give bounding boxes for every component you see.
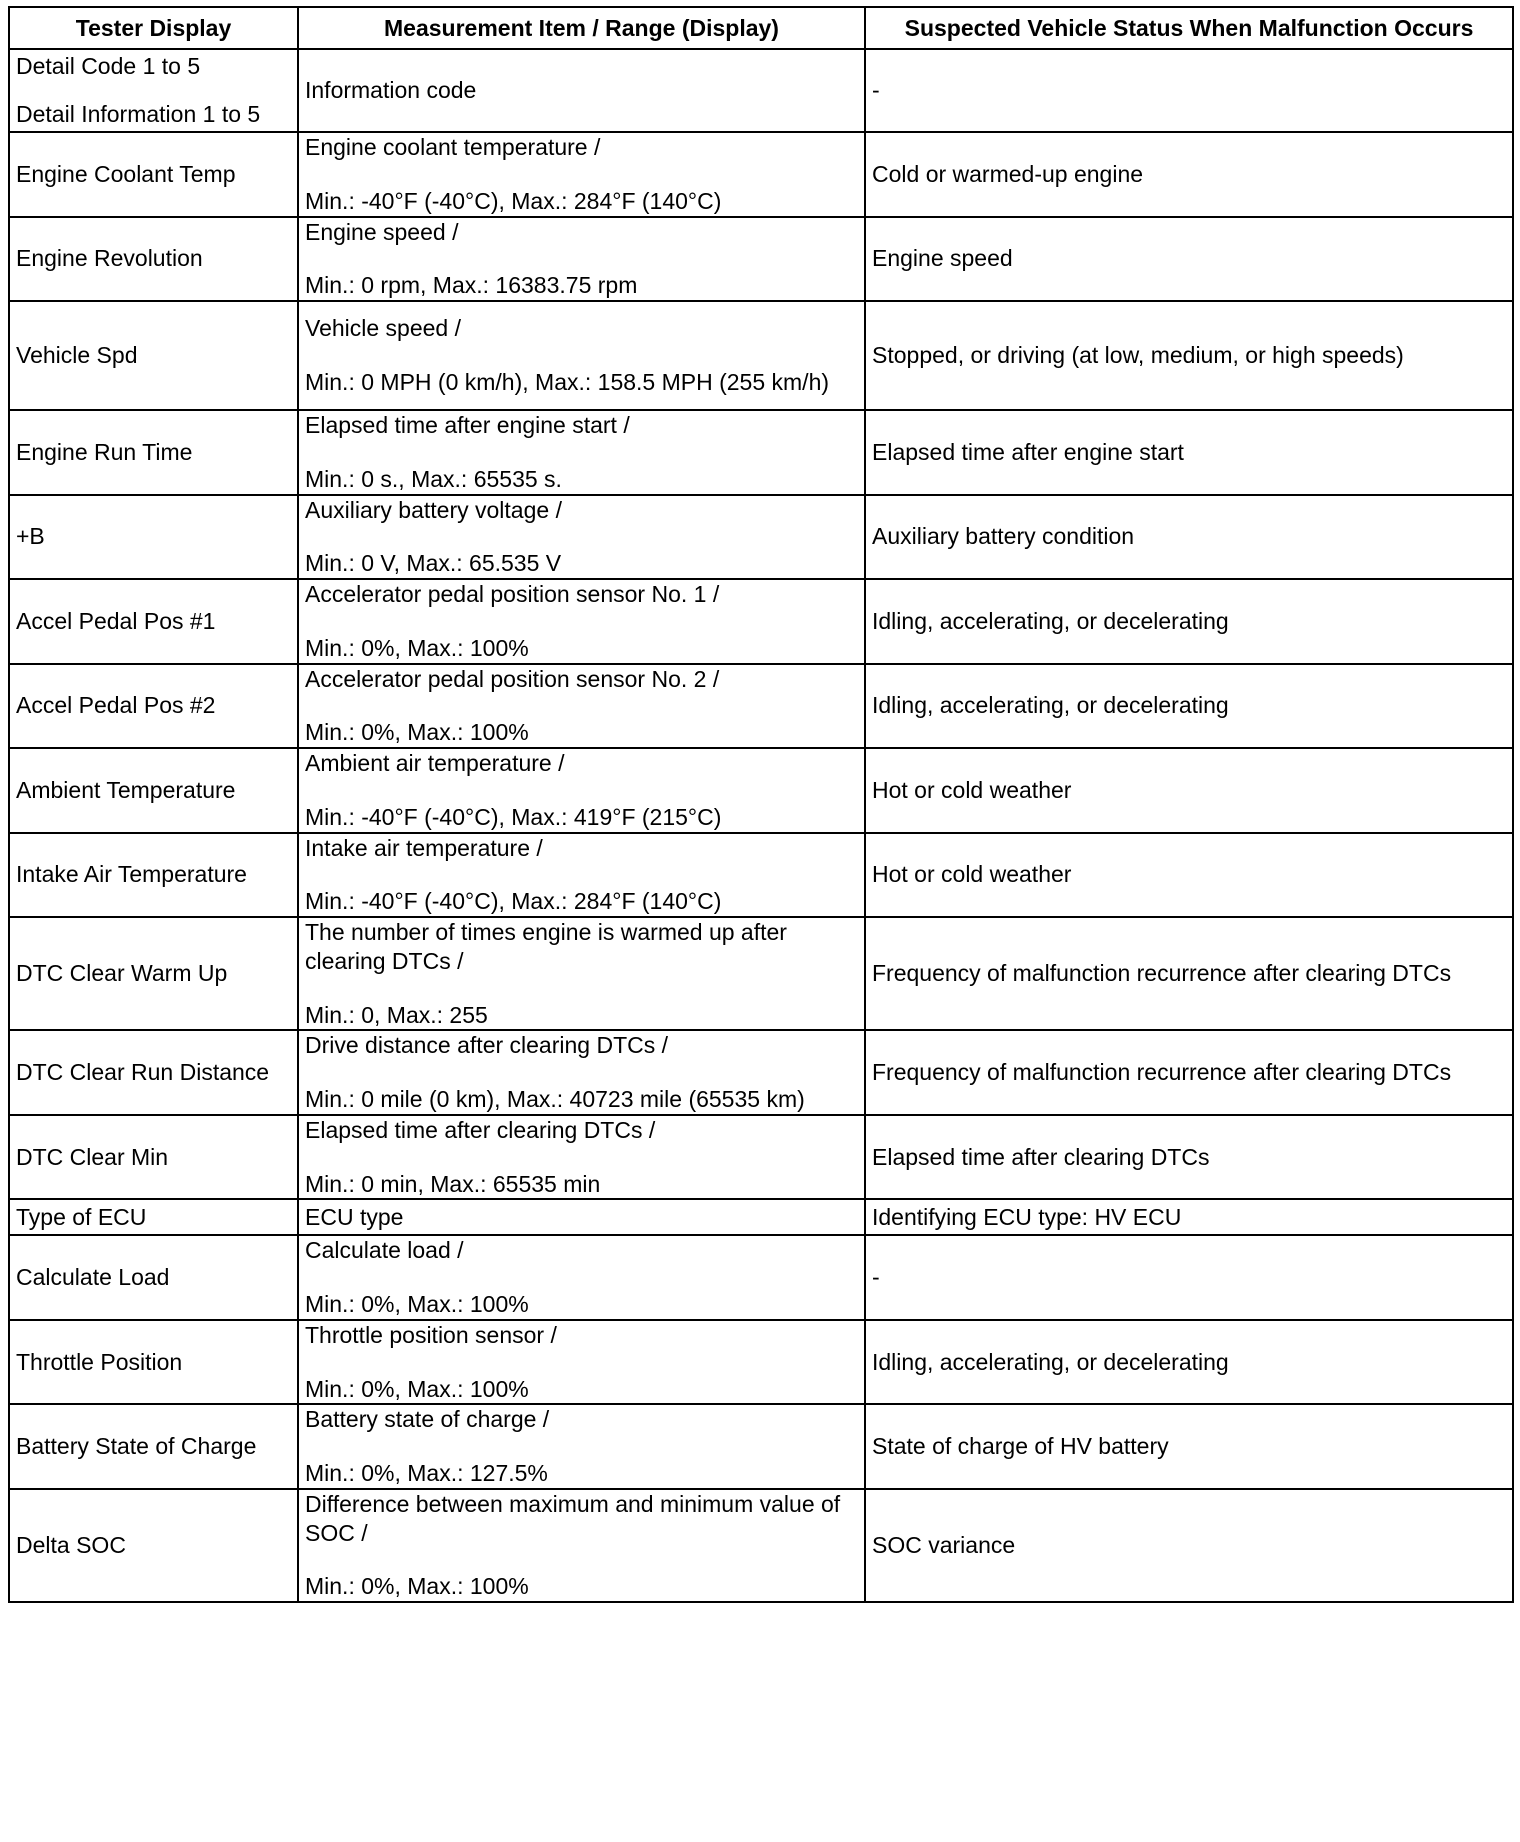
- measurement-item-text: Ambient air temperature /: [305, 750, 565, 776]
- tester-display-text: Engine Run Time: [16, 438, 193, 465]
- measurement-item-cell: [298, 49, 865, 132]
- measurement-item-text: Intake air temperature /: [305, 834, 543, 861]
- measurement-item-text: ECU type: [305, 1203, 404, 1230]
- suspected-status-cell: Frequency of malfunction recurrence after clearing DTCs: [865, 1030, 1513, 1115]
- table-row: [9, 301, 1513, 410]
- tester-display-cell: [9, 49, 298, 132]
- measurement-item-text: Calculate load /: [305, 1237, 464, 1264]
- tester-display-cell: [9, 495, 298, 580]
- tester-display-text: DTC Clear Warm Up: [16, 960, 228, 987]
- tester-display-cell: [9, 579, 298, 664]
- table-row: [9, 132, 1513, 217]
- suspected-status-cell: Elapsed time after engine start: [865, 410, 1513, 495]
- measurement-item-text: Elapsed time after engine start /: [305, 412, 630, 438]
- measurement-item-cell: [298, 1404, 865, 1489]
- tester-display-cell: [9, 748, 298, 833]
- measurement-item-cell: [298, 495, 865, 580]
- measurement-range-text: Min.: 0 MPH (0 km/h), Max.: 158.5 MPH (255 km/h): [305, 369, 830, 395]
- suspected-status-cell: Hot or cold weather: [865, 748, 1513, 833]
- measurement-item-cell: [298, 1320, 865, 1405]
- measurement-item-text: Battery state of charge /: [305, 1406, 550, 1433]
- suspected-status-cell: -: [865, 49, 1513, 132]
- measurement-item-cell: [298, 132, 865, 217]
- measurement-item-text: Information code: [305, 77, 477, 104]
- table-row: [9, 664, 1513, 749]
- suspected-status-cell: Idling, accelerating, or decelerating: [865, 1320, 1513, 1405]
- table-row: [9, 1404, 1513, 1489]
- measurement-item-text: Drive distance after clearing DTCs /: [305, 1032, 669, 1059]
- suspected-status-cell: Frequency of malfunction recurrence after clearing DTCs: [865, 917, 1513, 1030]
- measurement-item-cell: [298, 1489, 865, 1602]
- measurement-range-text: Min.: -40°F (-40°C), Max.: 284°F (140°C): [305, 888, 722, 915]
- tester-display-text: DTC Clear Min: [16, 1143, 169, 1170]
- suspected-status-cell: SOC variance: [865, 1489, 1513, 1602]
- table-row: [9, 1199, 1513, 1235]
- measurement-range-text: Min.: -40°F (-40°C), Max.: 419°F (215°C): [305, 803, 722, 830]
- tester-display-cell: [9, 1235, 298, 1320]
- tester-display-text: Accel Pedal Pos #2: [16, 692, 216, 719]
- table-row: [9, 1235, 1513, 1320]
- tester-display-cell: [9, 301, 298, 410]
- measurement-item-cell: [298, 1199, 865, 1235]
- tester-display-text: Intake Air Temperature: [16, 861, 247, 888]
- measurement-item-cell: [298, 217, 865, 302]
- measurement-range-text: Min.: 0%, Max.: 100%: [305, 719, 529, 746]
- suspected-status-cell: Idling, accelerating, or decelerating: [865, 664, 1513, 749]
- measurement-item-text: Throttle position sensor /: [305, 1321, 557, 1348]
- suspected-status-cell: Identifying ECU type: HV ECU: [865, 1199, 1513, 1235]
- suspected-status-cell: Idling, accelerating, or decelerating: [865, 579, 1513, 664]
- tester-display-cell: [9, 664, 298, 749]
- table-row: [9, 579, 1513, 664]
- measurement-item-cell: [298, 1235, 865, 1320]
- tester-display-cell: [9, 833, 298, 918]
- suspected-status-cell: Cold or warmed-up engine: [865, 132, 1513, 217]
- measurement-item-cell: [298, 410, 865, 495]
- table-row: [9, 917, 1513, 1030]
- tester-display-text: Calculate Load: [16, 1264, 170, 1291]
- table-row: [9, 833, 1513, 918]
- tester-display-cell: [9, 1404, 298, 1489]
- measurement-range-text: Min.: 0 mile (0 km), Max.: 40723 mile (65535 km): [305, 1086, 805, 1112]
- suspected-status-cell: Stopped, or driving (at low, medium, or high speeds): [865, 301, 1513, 410]
- tester-display-text: Engine Coolant Temp: [16, 160, 236, 187]
- tester-display-text: Detail Information 1 to 5: [16, 101, 261, 127]
- measurement-item-cell: [298, 833, 865, 918]
- measurement-item-cell: [298, 748, 865, 833]
- suspected-status-cell: Hot or cold weather: [865, 833, 1513, 918]
- measurement-item-text: Engine speed /: [305, 218, 459, 245]
- measurement-item-cell: [298, 1115, 865, 1200]
- tester-display-table: [8, 6, 1514, 1603]
- measurement-item-cell: [298, 301, 865, 410]
- tester-display-text: Vehicle Spd: [16, 342, 138, 369]
- tester-display-text: Delta SOC: [16, 1532, 126, 1558]
- table-row: [9, 410, 1513, 495]
- suspected-status-cell: Auxiliary battery condition: [865, 495, 1513, 580]
- table-row: [9, 748, 1513, 833]
- tester-display-cell: [9, 410, 298, 495]
- suspected-status-cell: Elapsed time after clearing DTCs: [865, 1115, 1513, 1200]
- tester-display-cell: [9, 1489, 298, 1602]
- tester-display-text: +B: [16, 523, 45, 550]
- suspected-status-cell: Engine speed: [865, 217, 1513, 302]
- header-measurement-item: Measurement Item / Range (Display): [298, 7, 865, 49]
- measurement-item-text: Accelerator pedal position sensor No. 2 /: [305, 665, 720, 692]
- table-row: [9, 1030, 1513, 1115]
- tester-display-text: Engine Revolution: [16, 245, 203, 272]
- measurement-item-cell: [298, 664, 865, 749]
- table-row: [9, 1489, 1513, 1602]
- tester-display-cell: [9, 1199, 298, 1235]
- measurement-range-text: Min.: 0%, Max.: 100%: [305, 1291, 529, 1317]
- table-row: [9, 1115, 1513, 1200]
- measurement-range-text: Min.: 0%, Max.: 127.5%: [305, 1460, 548, 1486]
- measurement-item-text: Vehicle speed /: [305, 315, 462, 342]
- tester-display-text: DTC Clear Run Distance: [16, 1059, 270, 1086]
- tester-display-cell: [9, 1030, 298, 1115]
- measurement-range-text: Min.: 0 rpm, Max.: 16383.75 rpm: [305, 272, 638, 299]
- measurement-item-cell: [298, 579, 865, 664]
- header-suspected-status: Suspected Vehicle Status When Malfunction Occurs: [865, 7, 1513, 49]
- measurement-item-cell: [298, 917, 865, 1030]
- tester-display-text: Battery State of Charge: [16, 1433, 257, 1460]
- tester-display-cell: [9, 1115, 298, 1200]
- measurement-range-text: Min.: 0%, Max.: 100%: [305, 1573, 529, 1600]
- measurement-range-text: Min.: 0 V, Max.: 65.535 V: [305, 550, 562, 577]
- table-row: [9, 49, 1513, 132]
- tester-display-cell: [9, 217, 298, 302]
- tester-display-text: Throttle Position: [16, 1348, 183, 1375]
- tester-display-cell: [9, 132, 298, 217]
- measurement-item-text: Auxiliary battery voltage /: [305, 496, 562, 523]
- tester-display-cell: [9, 1320, 298, 1405]
- measurement-range-text: Min.: 0 s., Max.: 65535 s.: [305, 465, 562, 492]
- measurement-range-text: Min.: 0 min, Max.: 65535 min: [305, 1170, 601, 1197]
- measurement-item-text: Elapsed time after clearing DTCs /: [305, 1116, 656, 1143]
- measurement-range-text: Min.: 0, Max.: 255: [305, 1001, 488, 1028]
- header-row: [9, 7, 1513, 49]
- measurement-range-text: Min.: 0%, Max.: 100%: [305, 1375, 529, 1402]
- suspected-status-cell: State of charge of HV battery: [865, 1404, 1513, 1489]
- measurement-item-cell: [298, 1030, 865, 1115]
- header-tester-display: Tester Display: [9, 7, 298, 49]
- measurement-item-text: The number of times engine is warmed up after clearing DTCs /: [305, 919, 787, 974]
- measurement-item-text: Accelerator pedal position sensor No. 1 /: [305, 581, 720, 607]
- table-row: [9, 217, 1513, 302]
- table-row: [9, 495, 1513, 580]
- tester-display-text: Accel Pedal Pos #1: [16, 607, 216, 634]
- tester-display-text: Type of ECU: [16, 1203, 147, 1230]
- tester-display-text: Detail Code 1 to 5: [16, 53, 201, 79]
- suspected-status-cell: -: [865, 1235, 1513, 1320]
- measurement-range-text: Min.: -40°F (-40°C), Max.: 284°F (140°C): [305, 187, 722, 214]
- tester-display-cell: [9, 917, 298, 1030]
- measurement-item-text: Difference between maximum and minimum value of SOC /: [305, 1490, 841, 1546]
- table-row: [9, 1320, 1513, 1405]
- measurement-item-text: Engine coolant temperature /: [305, 134, 601, 160]
- tester-display-text: Ambient Temperature: [16, 776, 236, 803]
- measurement-range-text: Min.: 0%, Max.: 100%: [305, 634, 529, 661]
